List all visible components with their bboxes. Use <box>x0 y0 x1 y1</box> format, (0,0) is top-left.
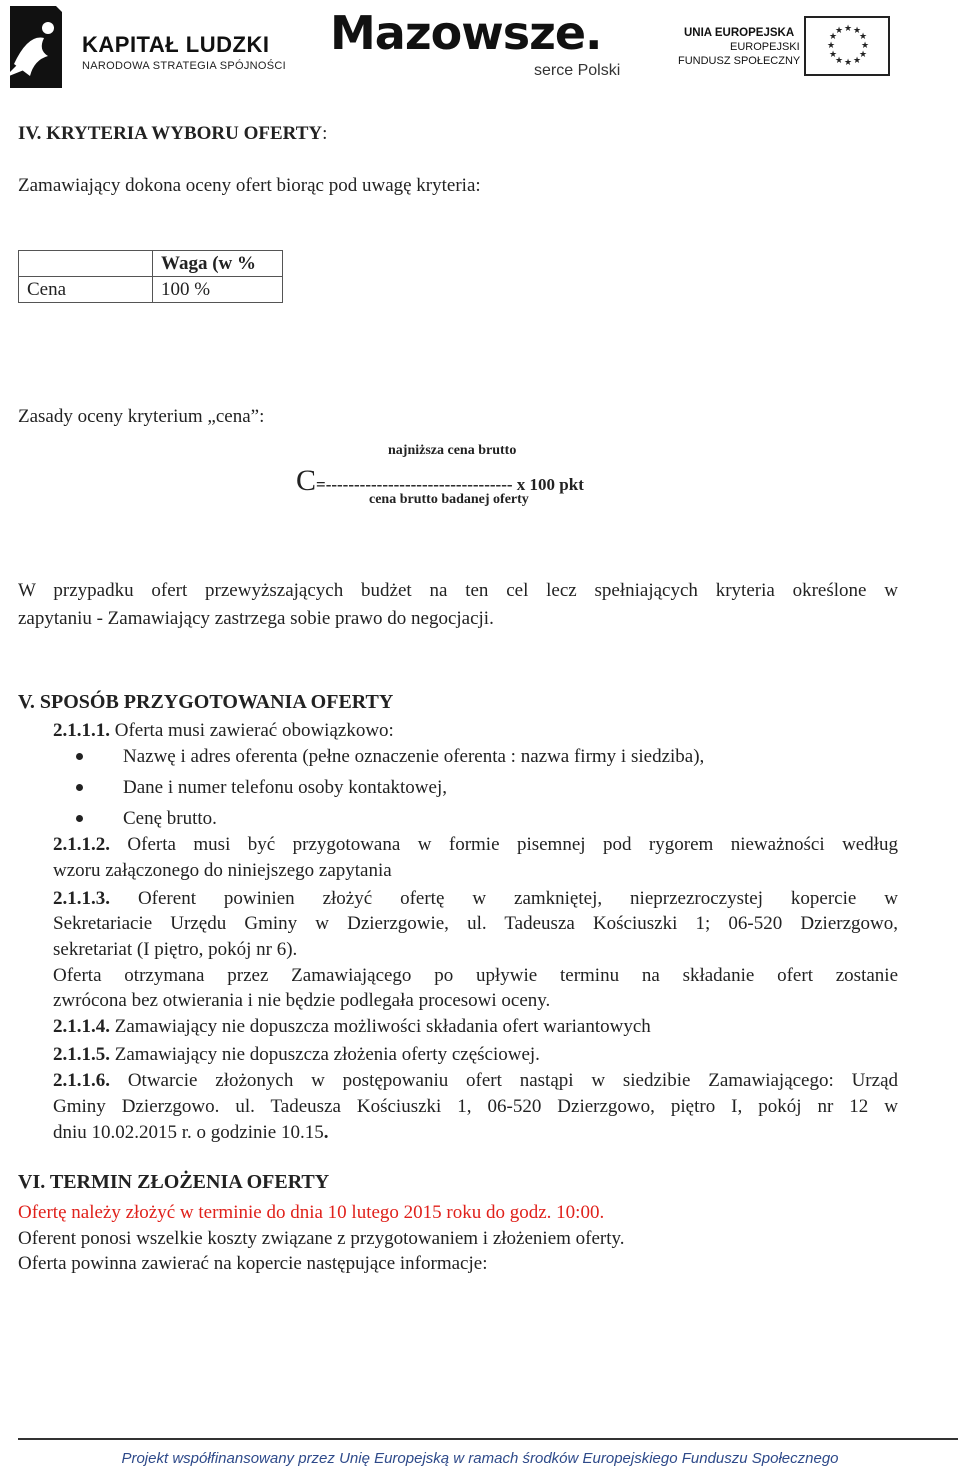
svg-text:★: ★ <box>853 56 862 66</box>
eu-label-line3: FUNDUSZ SPOŁECZNY <box>678 55 801 67</box>
table-cell-weight: 100 % <box>153 277 283 303</box>
eu-label-line2: EUROPEJSKI <box>730 41 800 53</box>
bullet-icon <box>76 815 83 822</box>
svg-text:★: ★ <box>859 50 868 60</box>
svg-text:★: ★ <box>829 50 838 60</box>
eu-label-line1: UNIA EUROPEJSKA <box>684 27 795 39</box>
footer-divider <box>18 1438 958 1440</box>
budget-note-line2: zapytaniu - Zamawiający zastrzega sobie prawo do negocjacji. <box>18 608 494 629</box>
svg-text:★: ★ <box>844 24 853 34</box>
table-header-weight: Waga (w % <box>153 251 283 277</box>
budget-note-line1: W przypadku ofert przewyższających budżet na ten cel lecz spełniających kryteria określone w <box>18 580 898 601</box>
envelope-info-text: Oferta powinna zawierać na kopercie następujące informacje: <box>18 1253 488 1274</box>
kapital-ludzki-subtitle: NARODOWA STRATEGIA SPÓJNOŚCI <box>82 60 286 72</box>
formula-denominator: cena brutto badanej oferty <box>369 492 529 507</box>
criteria-intro: Zamawiający dokona oceny ofert biorąc pod uwagę kryteria: <box>18 175 481 196</box>
item-2-1-1-6-line3: dniu 10.02.2015 r. o godzinie 10.15. <box>53 1122 329 1143</box>
eu-flag-icon <box>804 16 890 76</box>
item-2-1-1-2-line2: wzoru załączonego do niniejszego zapytania <box>53 860 392 881</box>
late-offer-line1: Oferta otrzymana przez Zamawiającego po upływie terminu na składanie ofert zostanie <box>53 965 898 986</box>
kapital-ludzki-title: KAPITAŁ LUDZKI <box>82 32 270 57</box>
page-header <box>0 0 960 100</box>
table-row <box>19 251 283 277</box>
item-2-1-1-6-line2: Gminy Dzierzgowo. ul. Tadeusza Kościuszki 1, 06-520 Dzierzgowo, piętro I, pokój nr 12 w <box>53 1096 898 1117</box>
section-5-heading: V. SPOSÓB PRZYGOTOWANIA OFERTY <box>18 691 394 713</box>
mazowsze-logo-text: Mazowsze. <box>330 6 602 60</box>
formula-c: C <box>296 464 317 497</box>
item-2-1-1-2-line1: 2.1.1.2. Oferta musi być przygotowana w formie pisemnej pod rygorem nieważności według <box>53 834 898 855</box>
item-2-1-1-6-line1: 2.1.1.6. Otwarcie złożonych w postępowaniu ofert nastąpi w siedzibie Zamawiającego: Urząd <box>53 1070 898 1091</box>
item-2-1-1-3-line2: Sekretariacie Urzędu Gminy w Dzierzgowie, ul. Tadeusza Kościuszki 1; 06-520 Dzierzgowo, <box>53 913 898 934</box>
list-item: Dane i numer telefonu osoby kontaktowej, <box>123 777 447 798</box>
rules-label: Zasady oceny kryterium „cena”: <box>18 406 265 427</box>
late-offer-line2: zwrócona bez otwierania i nie będzie podlegała procesowi oceny. <box>53 990 551 1011</box>
svg-text:★: ★ <box>827 41 836 51</box>
criteria-table <box>18 250 283 303</box>
item-2-1-1-3-line1: 2.1.1.3. Oferent powinien złożyć ofertę w zamkniętej, nieprzezroczystej kopercie w <box>53 888 898 909</box>
table-cell-criterion: Cena <box>19 277 153 303</box>
svg-text:★: ★ <box>835 26 844 36</box>
svg-text:★: ★ <box>859 32 868 42</box>
bullet-icon <box>76 753 83 760</box>
formula-numerator: najniższa cena brutto <box>388 443 517 458</box>
svg-text:★: ★ <box>853 26 862 36</box>
kapital-ludzki-logo <box>4 4 74 92</box>
item-2-1-1-1: 2.1.1.1. Oferta musi zawierać obowiązkowo: <box>53 720 394 741</box>
item-2-1-1-5: 2.1.1.5. Zamawiający nie dopuszcza złożenia oferty częściowej. <box>53 1044 540 1065</box>
list-item: Cenę brutto. <box>123 808 217 829</box>
deadline-text: Ofertę należy złożyć w terminie do dnia 10 lutego 2015 roku do godz. 10:00. <box>18 1202 605 1223</box>
bullet-icon <box>76 784 83 791</box>
svg-text:★: ★ <box>844 58 853 68</box>
table-row <box>19 277 283 303</box>
costs-text: Oferent ponosi wszelkie koszty związane z przygotowaniem i złożeniem oferty. <box>18 1228 625 1249</box>
svg-text:★: ★ <box>829 32 838 42</box>
formula-multiplier: x 100 pkt <box>512 475 584 494</box>
list-item: Nazwę i adres oferenta (pełne oznaczenie oferenta : nazwa firmy i siedziba), <box>123 746 705 767</box>
formula-dashes: =--------------------------------- <box>316 475 513 494</box>
svg-text:★: ★ <box>835 56 844 66</box>
item-2-1-1-3-line3: sekretariat (I piętro, pokój nr 6). <box>53 939 298 960</box>
svg-text:★: ★ <box>861 41 870 51</box>
section-6-heading: VI. TERMIN ZŁOŻENIA OFERTY <box>18 1171 330 1193</box>
footer-text: Projekt współfinansowany przez Unię Europejską w ramach środków Europejskiego Funduszu Społecznego <box>121 1450 839 1467</box>
section-4-heading: IV. KRYTERIA WYBORU OFERTY: <box>18 123 328 144</box>
item-2-1-1-4: 2.1.1.4. Zamawiający nie dopuszcza możliwości składania ofert wariantowych <box>53 1016 651 1037</box>
table-header-empty <box>19 251 153 277</box>
mazowsze-subtitle: serce Polski <box>534 62 621 79</box>
